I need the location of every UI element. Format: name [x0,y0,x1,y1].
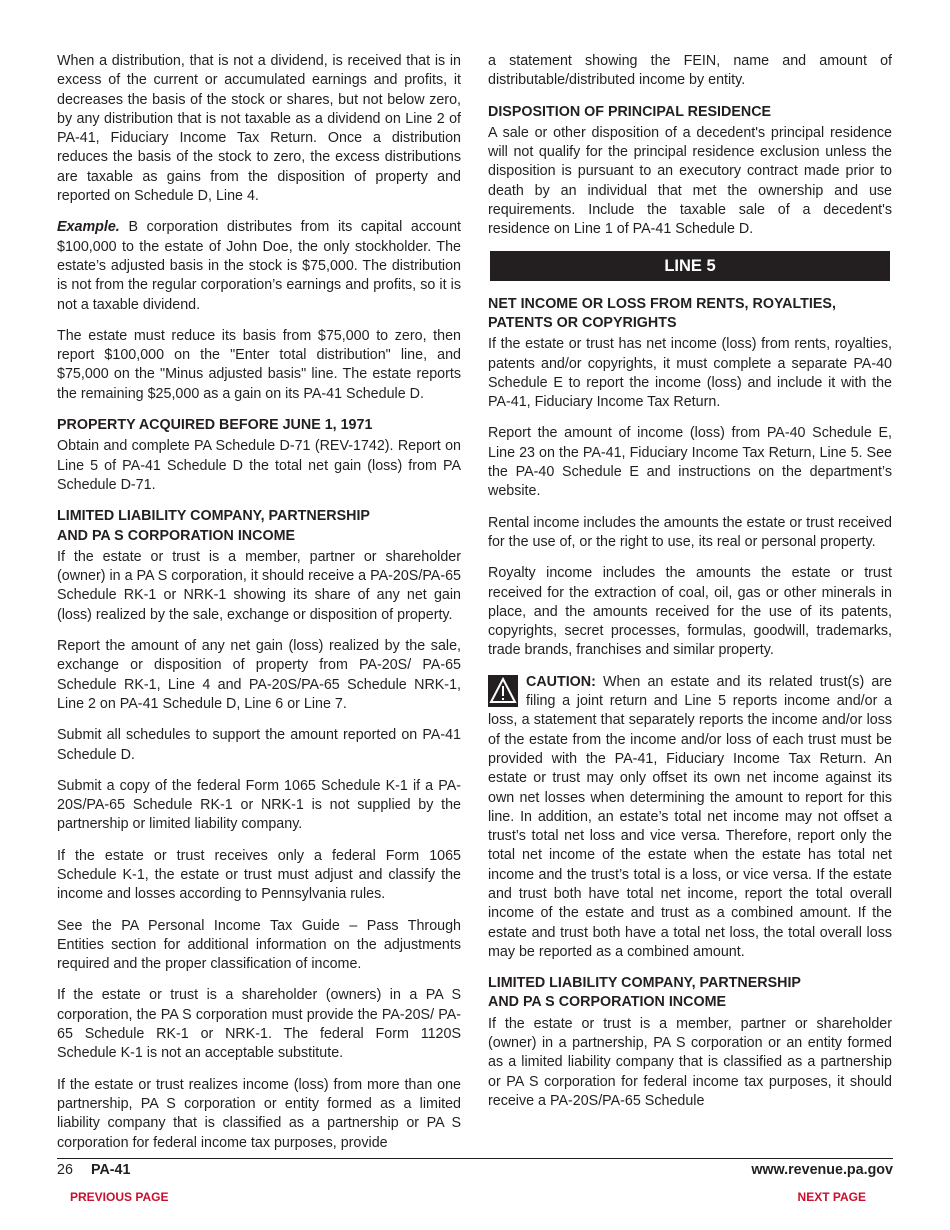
llc-paragraph-6: See the PA Personal Income Tax Guide – Pass Through Entities section for additional information on the adjustments required and the proper classification of income. [57,917,461,973]
example-text: B corporation distributes from its capital account $100,000 to the estate of John Doe, the only stockholder. The estate’s adjusted basis in the stock is $75,000. The distribution is not from the regular corporation’s earnings and profits, so it is not a taxable dividend. [57,219,461,313]
property-heading: PROPERTY ACQUIRED BEFORE JUNE 1, 1971 [57,417,373,434]
property-paragraph: Obtain and complete PA Schedule D-71 (REV-1742). Report on Line 5 of PA-41 Schedule D the total net gain (loss) from PA Schedule D-71. [57,438,461,493]
net-income-heading-line-2: PATENTS OR COPYRIGHTS [488,314,677,331]
rental-income-paragraph: Rental income includes the amounts the estate or trust received for the use of, or the right to use, its real or personal property. [488,514,892,550]
net-income-paragraph-2: Report the amount of income (loss) from PA-40 Schedule E, Line 23 on the PA-41, Fiduciary Income Tax Return, Line 5. See the PA-40 Schedule E and instructions on the department’s website. [488,425,892,500]
llc-paragraph-3: Submit all schedules to support the amount reported on PA-41 Schedule D. [57,727,461,763]
net-income-heading-line-1: NET INCOME OR LOSS FROM RENTS, ROYALTIES, [488,295,836,312]
statement-continuation: a statement showing the FEIN, name and amount of distributable/distributed income by entity. [488,53,892,89]
left-column [57,52,461,1161]
previous-page-link[interactable]: PREVIOUS PAGE [70,1190,169,1204]
website-url[interactable]: www.revenue.pa.gov [751,1162,893,1178]
llc-paragraph-4: Submit a copy of the federal Form 1065 Schedule K-1 if a PA-20S/PA-65 Schedule RK-1 or NRK-1 is not supplied by the partnership or limited liability company. [57,777,461,833]
example-label: Example. [57,219,120,236]
llc-heading-right-line-1: LIMITED LIABILITY COMPANY, PARTNERSHIP [488,975,801,992]
form-name: PA-41 [91,1162,131,1178]
caution-text: When an estate and its related trust(s) are filing a joint return and Line 5 reports income and/or a loss, a statement that separately reports the income and/or loss of the estate from the income and/or loss of each trust must be provided with the PA-41, Fiduciary Income Tax Return. An estate or trust may only offset its own net income against its own net losses when determining the amount to report for this line. In addition, an estate’s total net income may not offset a trust’s total net loss and vice versa. Therefore, report only the total net income of the estate when the estate has total net income and the trust’s total is a loss, or vice versa. If the estate and trust both have total net income, report the total overall income of the estate and trust as a combined amount. If the estate and trust both have a total net loss, the total overall loss may be reported as a combined amount. [488,673,892,960]
net-income-heading [488,295,892,334]
llc-paragraph-right: If the estate or trust is a member, partner or shareholder (owner) in a partnership, PA S corporation or an entity formed as a limited liability company that is classified as a partnership or PA S corporation for federal income tax purposes, it should receive a PA-20S/PA-65 Schedule [488,1015,892,1109]
llc-heading [57,507,461,546]
caution-paragraph [488,673,892,962]
llc-heading-line-1: LIMITED LIABILITY COMPANY, PARTNERSHIP [57,508,370,525]
right-column [488,52,892,1119]
llc-paragraph-5: If the estate or trust receives only a federal Form 1065 Schedule K-1, the estate or trust must adjust and classify the income and losses according to Pennsylvania rules. [57,847,461,903]
llc-paragraph-7: If the estate or trust is a shareholder (owners) in a PA S corporation, the PA S corporation must provide the PA-20S/ PA-65 Schedule RK-1 or NRK-1. The federal Form 1120S Schedule K-1 is not an acceptable substitute. [57,987,461,1062]
llc-heading-right [488,974,892,1013]
llc-paragraph-2: Report the amount of any net gain (loss) realized by the sale, exchange or disposition of property from PA-20S/ PA-65 Schedule RK-1, Line 4 and PA-20S/PA-65 Schedule NRK-1, Line 2 on PA-41 Schedule D, Line 6 or Line 7. [57,638,461,712]
disposition-paragraph: A sale or other disposition of a decedent's principal residence will not qualify for the principal residence exclusion unless the disposition is pursuant to an executory contract made prior to death by an individual that met the ownership and use requirements. Include the taxable sale of a decedent's residence on Line 1 of PA-41 Schedule D. [488,124,892,238]
distribution-paragraph: When a distribution, that is not a dividend, is received that is in excess of the current or accumulated earnings and profits, it decreases the basis of the stock or shares, but not below zero, by any distribution that is not taxable as a dividend on Line 2 of PA-41, Fiduciary Income Tax Return. Once a distribution reduces the basis of the stock to zero, the excess distributions are taxable as gains from the disposition of property and reported on Schedule D, Line 4. [57,53,461,205]
caution-label: CAUTION: [526,673,596,690]
example-paragraph [57,218,461,314]
royalty-income-paragraph: Royalty income includes the amounts the estate or trust received for the extraction of coal, oil, gas or other minerals in place, and the amounts received for the use of its patents, copyrights, secret processes, formulas, goodwill, trademarks, trade brands, franchises and similar property. [488,565,892,659]
llc-heading-line-2: AND PA S CORPORATION INCOME [57,527,296,544]
estate-basis-paragraph: The estate must reduce its basis from $75,000 to zero, then report $100,000 on the "Enter total distribution" line, and $75,000 on the "Minus adjusted basis" line. The estate reports the remaining $25,000 as a gain on its PA-41 Schedule D. [57,327,461,402]
llc-heading-right-line-2: AND PA S CORPORATION INCOME [488,994,727,1011]
net-income-paragraph-1: If the estate or trust has net income (loss) from rents, royalties, patents and/or copyrights, it must complete a separate PA-40 Schedule E to report the income (loss) and include it with the PA-41, Fiduciary Income Tax Return. [488,336,892,411]
llc-paragraph-8: If the estate or trust realizes income (loss) from more than one partnership, PA S corporation or entity formed as a limited liability company that is classified as a partnership or PA S corporation for federal income tax purposes, provide [57,1076,461,1151]
warning-triangle-icon [488,675,518,707]
next-page-link[interactable]: NEXT PAGE [797,1190,866,1204]
disposition-heading: DISPOSITION OF PRINCIPAL RESIDENCE [488,103,772,120]
footer-divider [57,1158,893,1159]
line-5-banner: LINE 5 [490,251,890,281]
llc-paragraph-1: If the estate or trust is a member, partner or shareholder (owner) in a PA S corporation, it should receive a PA-20S/PA-65 Schedule RK-1 or NRK-1 showing its share of any net gain (loss) realized by the sale, exchange or disposition of property. [57,548,461,623]
page-number: 26 [57,1162,73,1178]
